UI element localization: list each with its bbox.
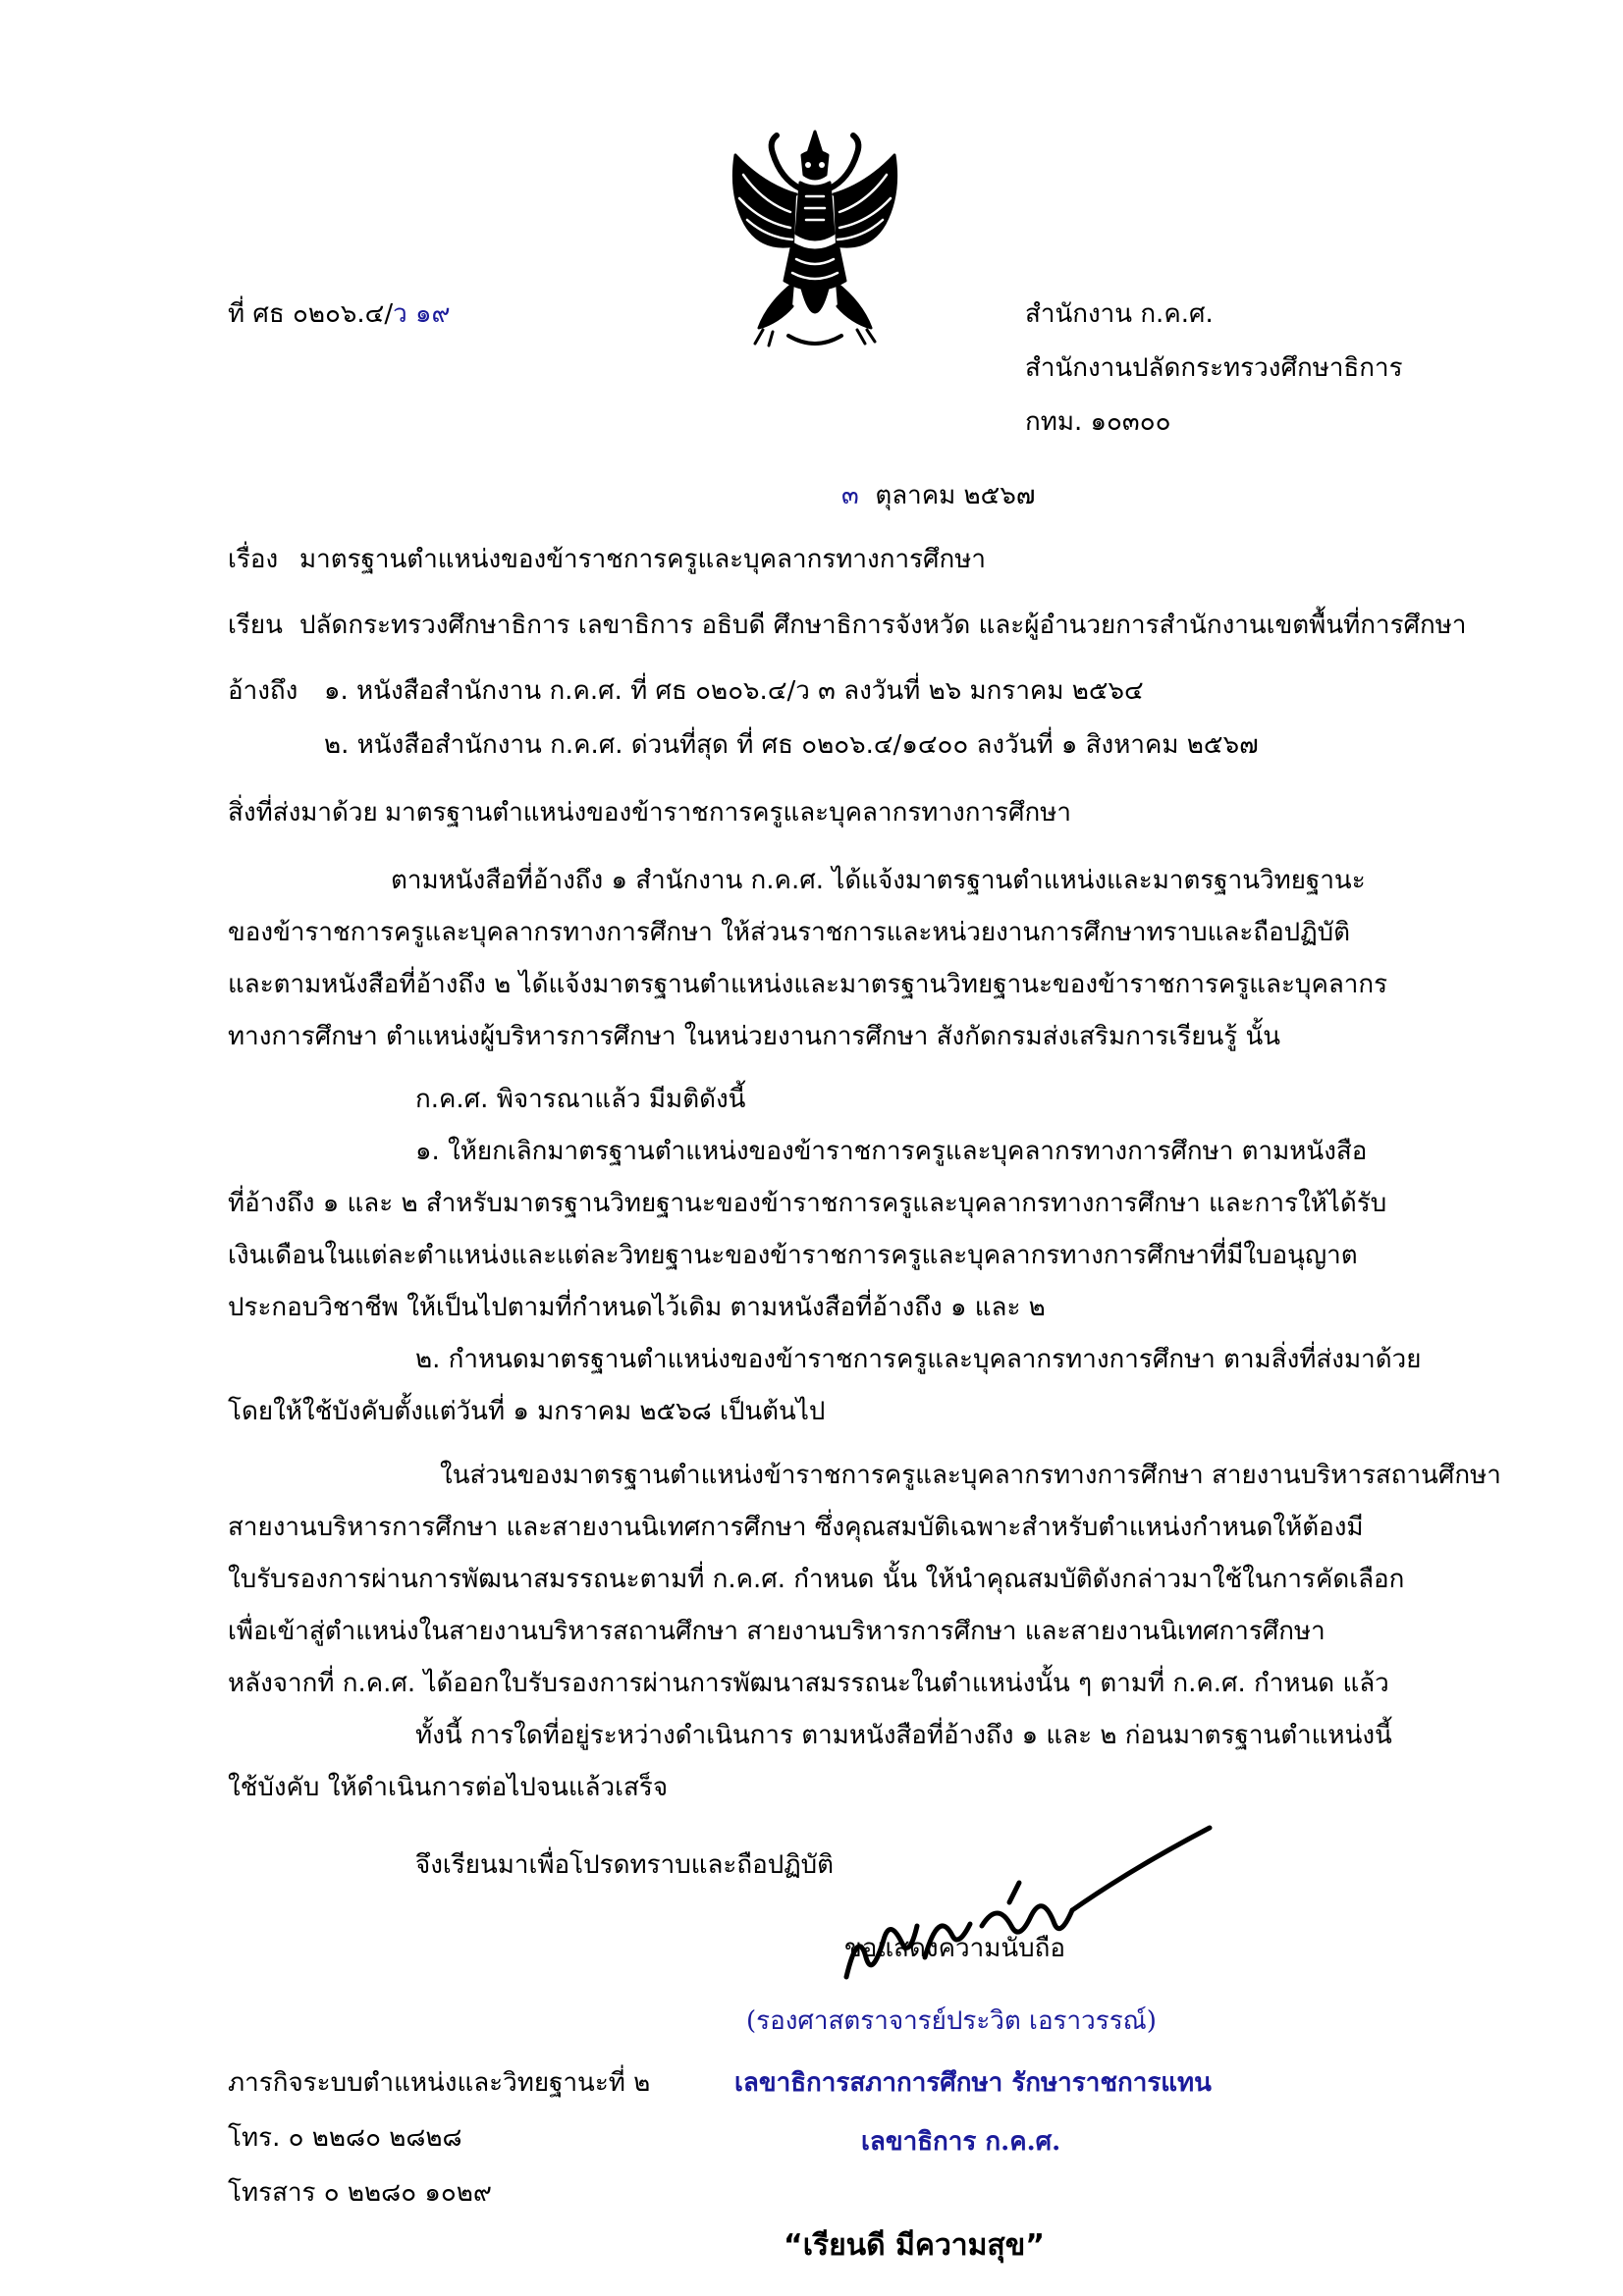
reference-item-2: ๒. หนังสือสำนักงาน ก.ค.ศ. ด่วนที่สุด ที่ ศธ ๐๒๐๖.๔/๑๔๐๐ ลงวันที่ ๑ สิงหาคม ๒๕๖๗ [324,730,1259,760]
date-day: ๓ [841,481,859,510]
body-line: ของข้าราชการครูและบุคลากรทางการศึกษา ให้ส่วนราชการและหน่วยงานการศึกษาทราบและถือปฏิบัติ [228,918,1351,947]
body-line: เพื่อเข้าสู่ตำแหน่งในสายงานบริหารสถานศึกษา สายงานบริหารการศึกษา และสายงานนิเทศการศึกษา [228,1617,1325,1646]
reference-number-stamped: ว ๑๙ [393,299,451,329]
addressee-text: ปลัดกระทรวงศึกษาธิการ เลขาธิการ อธิบดี ศึกษาธิการจังหวัด และผู้อำนวยการสำนักงานเขตพื้นที่การศึกษา [299,611,1467,640]
closing-phrase: ขอแสดงความนับถือ [844,1934,1065,1963]
org-line-1: สำนักงาน ก.ค.ศ. [1025,299,1214,329]
date-month-year: ตุลาคม ๒๕๖๗ [875,481,1036,510]
body-line: จึงเรียนมาเพื่อโปรดทราบและถือปฏิบัติ [415,1850,835,1880]
footer-department: ภารกิจระบบตำแหน่งและวิทยฐานะที่ ๒ [228,2068,651,2098]
subject-label: เรื่อง [228,545,279,574]
enclosure-label: สิ่งที่ส่งมาด้วย [228,798,378,828]
enclosure-text: มาตรฐานตำแหน่งของข้าราชการครูและบุคลากรทางการศึกษา [385,798,1072,828]
reference-number [228,292,451,338]
body-line: ๑. ให้ยกเลิกมาตรฐานตำแหน่งของข้าราชการครูและบุคลากรทางการศึกษา ตามหนังสือ [415,1137,1368,1166]
body-line: ที่อ้างถึง ๑ และ ๒ สำหรับมาตรฐานวิทยฐานะของข้าราชการครูและบุคลากรทางการศึกษา และการให้ได้รับ [228,1189,1387,1218]
reference-item-1: ๑. หนังสือสำนักงาน ก.ค.ศ. ที่ ศธ ๐๒๐๖.๔/ว ๓ ลงวันที่ ๒๖ มกราคม ๒๕๖๔ [324,676,1144,706]
letter-date [841,473,1035,519]
footer-fax: โทรสาร ๐ ๒๒๘๐ ๑๐๒๙ [228,2178,492,2208]
body-line: ทั้งนี้ การใดที่อยู่ระหว่างดำเนินการ ตามหนังสือที่อ้างถึง ๑ และ ๒ ก่อนมาตรฐานตำแหน่งนี้ [415,1721,1392,1750]
body-line: ๒. กำหนดมาตรฐานตำแหน่งของข้าราชการครูและบุคลากรทางการศึกษา ตามสิ่งที่ส่งมาด้วย [415,1345,1422,1374]
body-line: ใบรับรองการผ่านการพัฒนาสมรรถนะตามที่ ก.ค.ศ. กำหนด นั้น ให้นำคุณสมบัติดังกล่าวมาใช้ในการคัดเลือก [228,1565,1405,1594]
addressee-label: เรียน [228,611,283,640]
body-line: ใช้บังคับ ให้ดำเนินการต่อไปจนแล้วเสร็จ [228,1773,669,1802]
body-line: และตามหนังสือที่อ้างถึง ๒ ได้แจ้งมาตรฐานตำแหน่งและมาตรฐานวิทยฐานะของข้าราชการครูและบุคลากร [228,970,1388,999]
handwritten-signature [837,1810,1217,2006]
body-line: ทางการศึกษา ตำแหน่งผู้บริหารการศึกษา ในหน่วยงานการศึกษา สังกัดกรมส่งเสริมการเรียนรู้ นั้น [228,1022,1281,1051]
body-line: ประกอบวิชาชีพ ให้เป็นไปตามที่กำหนดไว้เดิม ตามหนังสือที่อ้างถึง ๑ และ ๒ [228,1293,1046,1322]
body-line: ตามหนังสือที่อ้างถึง ๑ สำนักงาน ก.ค.ศ. ได้แจ้งมาตรฐานตำแหน่งและมาตรฐานวิทยฐานะ [391,866,1366,895]
references-label: อ้างถึง [228,676,298,706]
signatory-position-2: เลขาธิการ ก.ค.ศ. [861,2127,1061,2157]
body-line: หลังจากที่ ก.ค.ศ. ได้ออกใบรับรองการผ่านการพัฒนาสมรรถนะในตำแหน่งนั้น ๆ ตามที่ ก.ค.ศ. กำหนด แล้ว [228,1669,1389,1698]
reference-prefix: ที่ ศธ ๐๒๐๖.๔/ [228,299,394,329]
body-line: เงินเดือนในแต่ละตำแหน่งและแต่ละวิทยฐานะของข้าราชการครูและบุคลากรทางการศึกษาที่มีใบอนุญาต [228,1241,1358,1270]
signatory-name: (รองศาสตราจารย์ประวิต เอราวรรณ์) [746,2006,1157,2036]
org-line-3: กทม. ๑๐๓๐๐ [1025,407,1171,437]
body-line: สายงานบริหารการศึกษา และสายงานนิเทศการศึกษา ซึ่งคุณสมบัติเฉพาะสำหรับตำแหน่งกำหนดให้ต้องมี [228,1513,1364,1542]
signatory-position-1: เลขาธิการสภาการศึกษา รักษาราชการแทน [734,2068,1212,2098]
body-line: โดยให้ใช้บังคับตั้งแต่วันที่ ๑ มกราคม ๒๕๖๘ เป็นต้นไป [228,1397,826,1426]
body-line: ในส่วนของมาตรฐานตำแหน่งข้าราชการครูและบุคลากรทางการศึกษา สายงานบริหารสถานศึกษา [440,1461,1501,1490]
subject-text: มาตรฐานตำแหน่งของข้าราชการครูและบุคลากรทางการศึกษา [299,545,987,574]
motto: “เรียนดี มีความสุข” [784,2228,1045,2263]
garuda-emblem [724,126,906,351]
body-line: ก.ค.ศ. พิจารณาแล้ว มีมติดังนี้ [415,1085,746,1114]
footer-phone: โทร. ๐ ๒๒๘๐ ๒๘๒๘ [228,2123,462,2153]
org-line-2: สำนักงานปลัดกระทรวงศึกษาธิการ [1025,353,1403,383]
